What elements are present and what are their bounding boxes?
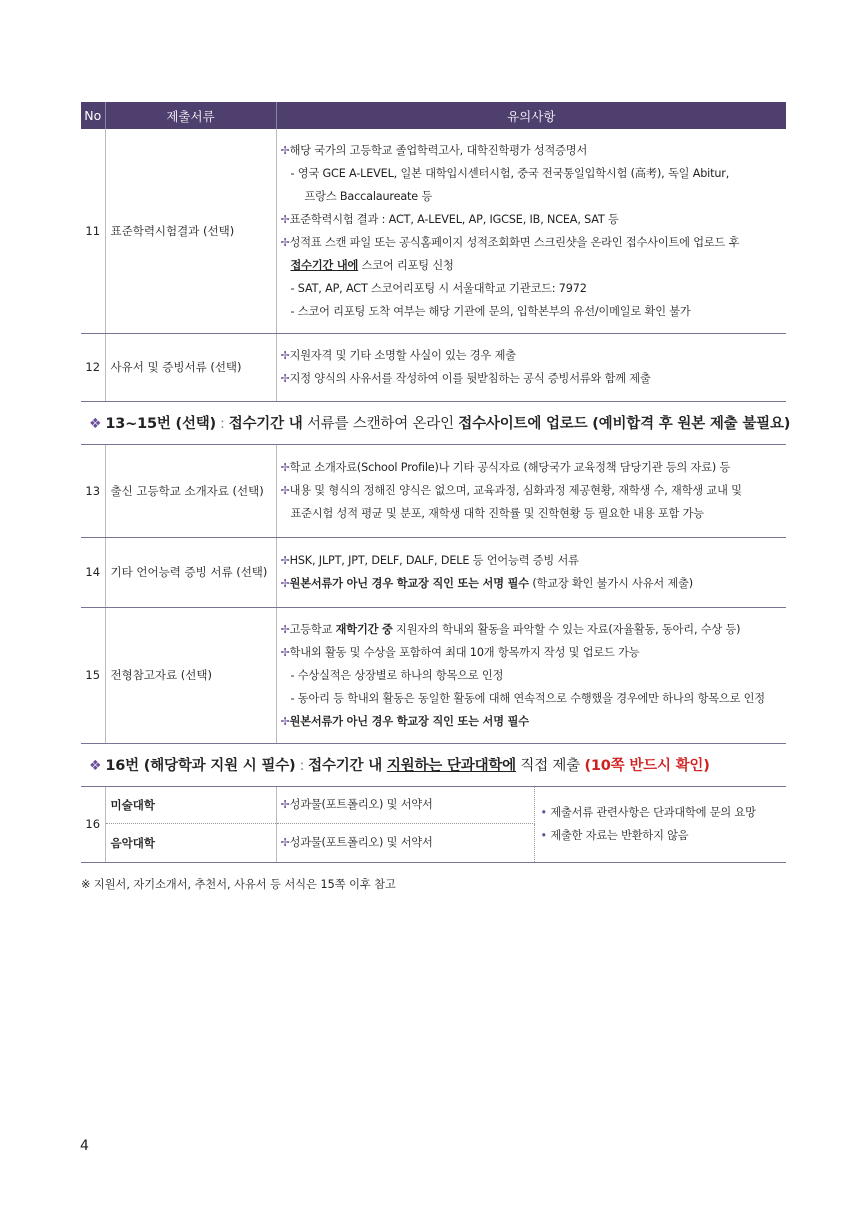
- college-music: 음악대학: [105, 824, 276, 862]
- row-notes: ✢해당 국가의 고등학교 졸업학력고사, 대학진학평가 성적증명서 - 영국 GCE A-LEVEL, 일본 대학입시센터시험, 중국 전국통일입학시험 (高考), 독일 Abitur, 프랑스 Baccalaureate 등 ✢표준학력시험 결과 : ACT, A-LEVEL, AP, IGCSE, IB, NCEA, SAT 등 ✢성적표 스캔 파일 또는 공식홈페이지 성적조회화면 스크린샷을 온라인 접수사이트에 업로드 후 접수기간 내에 스코어 리포팅 신청 - SAT, AP, ACT 스코어리포팅 시 서울대학교 기관코드: 7972 - 스코어 리포팅 도착 여부는 해당 기관에 문의, 입학본부의 유선/이메일로 확인 불가: [276, 129, 786, 333]
- star-icon: ✢: [280, 645, 290, 659]
- row-doc: 전형참고자료 (선택): [105, 607, 276, 743]
- star-icon: ✢: [280, 798, 290, 812]
- header-notes: 유의사항: [276, 102, 786, 129]
- star-icon: ✢: [280, 372, 290, 385]
- star-icon: ✢: [280, 461, 290, 474]
- row-no: 16: [81, 787, 105, 862]
- requirements-table: [81, 102, 791, 863]
- college-art: 미술대학: [105, 787, 276, 824]
- requirements-table-wrapper: [81, 102, 791, 863]
- diamond-icon: ❖: [89, 758, 102, 774]
- row-doc: 출신 고등학교 소개자료 (선택): [105, 444, 276, 537]
- row-no: 13: [81, 444, 105, 537]
- star-icon: ✢: [280, 349, 290, 362]
- star-icon: ✢: [280, 143, 290, 157]
- star-icon: ✢: [280, 622, 290, 636]
- footnote: ※ 지원서, 자기소개서, 추천서, 사유서 등 서식은 15쪽 이후 참고: [81, 878, 396, 891]
- row-no: 11: [81, 129, 105, 333]
- table-row: [81, 444, 786, 537]
- table-row: [81, 537, 786, 607]
- star-icon: ✢: [280, 484, 290, 497]
- header-doc: 제출서류: [105, 102, 276, 129]
- bullet-icon: •: [540, 806, 547, 819]
- row-no: 14: [81, 537, 105, 607]
- star-icon: ✢: [280, 836, 290, 850]
- row-no: 12: [81, 333, 105, 401]
- row-doc: 표준학력시험결과 (선택): [105, 129, 276, 333]
- table-row: [81, 129, 786, 333]
- row-notes: ✢학교 소개자료(School Profile)나 기타 공식자료 (해당국가 교육정책 담당기관 등의 자료) 등 ✢내용 및 형식의 정해진 양식은 없으며, 교육과정, 심화과정 제공현황, 재학생 수, 재학생 교내 및 표준시험 성적 평균 및 분포, 재학생 대학 진학률 및 진학현황 등 필요한 내용 포함 가능: [276, 444, 786, 537]
- header-no: No: [81, 102, 105, 129]
- star-icon: ✢: [280, 235, 290, 249]
- row-notes: ✢HSK, JLPT, JPT, DELF, DALF, DELE 등 언어능력 증빙 서류 ✢원본서류가 아닌 경우 학교장 직인 또는 서명 필수 (학교장 확인 불가시 사유서 제출): [276, 537, 786, 607]
- row-no: 15: [81, 607, 105, 743]
- row-notes: ✢고등학교 재학기간 중 지원자의 학내외 활동을 파악할 수 있는 자료(자율활동, 동아리, 수상 등) ✢학내외 활동 및 수상을 포함하여 최대 10개 항목까지 작성 및 업로드 가능 - 수상실적은 상장별로 하나의 항목으로 인정 - 동아리 등 학내외 활동은 동일한 활동에 대해 연속적으로 수행했을 경우에만 하나의 항목으로 인정 ✢원본서류가 아닌 경우 학교장 직인 또는 서명 필수: [276, 607, 786, 743]
- section-band: ❖ 13~15번 (선택) : 접수기간 내 서류를 스캔하여 온라인 접수사이트에 업로드 (예비합격 후 원본 제출 불필요): [81, 401, 786, 444]
- table-row: [81, 333, 786, 401]
- row-doc: 사유서 및 증빙서류 (선택): [105, 333, 276, 401]
- row-notes: ✢지원자격 및 기타 소명할 사실이 있는 경우 제출 ✢지정 양식의 사유서를 작성하여 이를 뒷받침하는 공식 증빙서류와 함께 제출: [276, 333, 786, 401]
- page-number: 4: [80, 1138, 89, 1154]
- section-band: ❖ 16번 (해당학과 지원 시 필수) : 접수기간 내 지원하는 단과대학에 직접 제출 (10쪽 반드시 확인): [81, 743, 786, 786]
- star-icon: ✢: [280, 212, 290, 226]
- bullet-icon: •: [540, 829, 547, 842]
- diamond-icon: ❖: [89, 416, 102, 432]
- star-icon: ✢: [280, 577, 290, 590]
- row16-subtable: 16 미술대학 ✢성과물(포트폴리오) 및 서약서 • 제출서류 관련사항은 단과대학에 문의 요망 • 제출한 자료는 반환하지 않음 음악대학 ✢성과물(포트폴리오) 및 서약서: [81, 787, 786, 862]
- table-row: [81, 786, 786, 862]
- star-icon: ✢: [280, 554, 290, 567]
- star-icon: ✢: [280, 714, 290, 728]
- table-row: [81, 607, 786, 743]
- row-doc: 기타 언어능력 증빙 서류 (선택): [105, 537, 276, 607]
- table-header: [81, 102, 786, 129]
